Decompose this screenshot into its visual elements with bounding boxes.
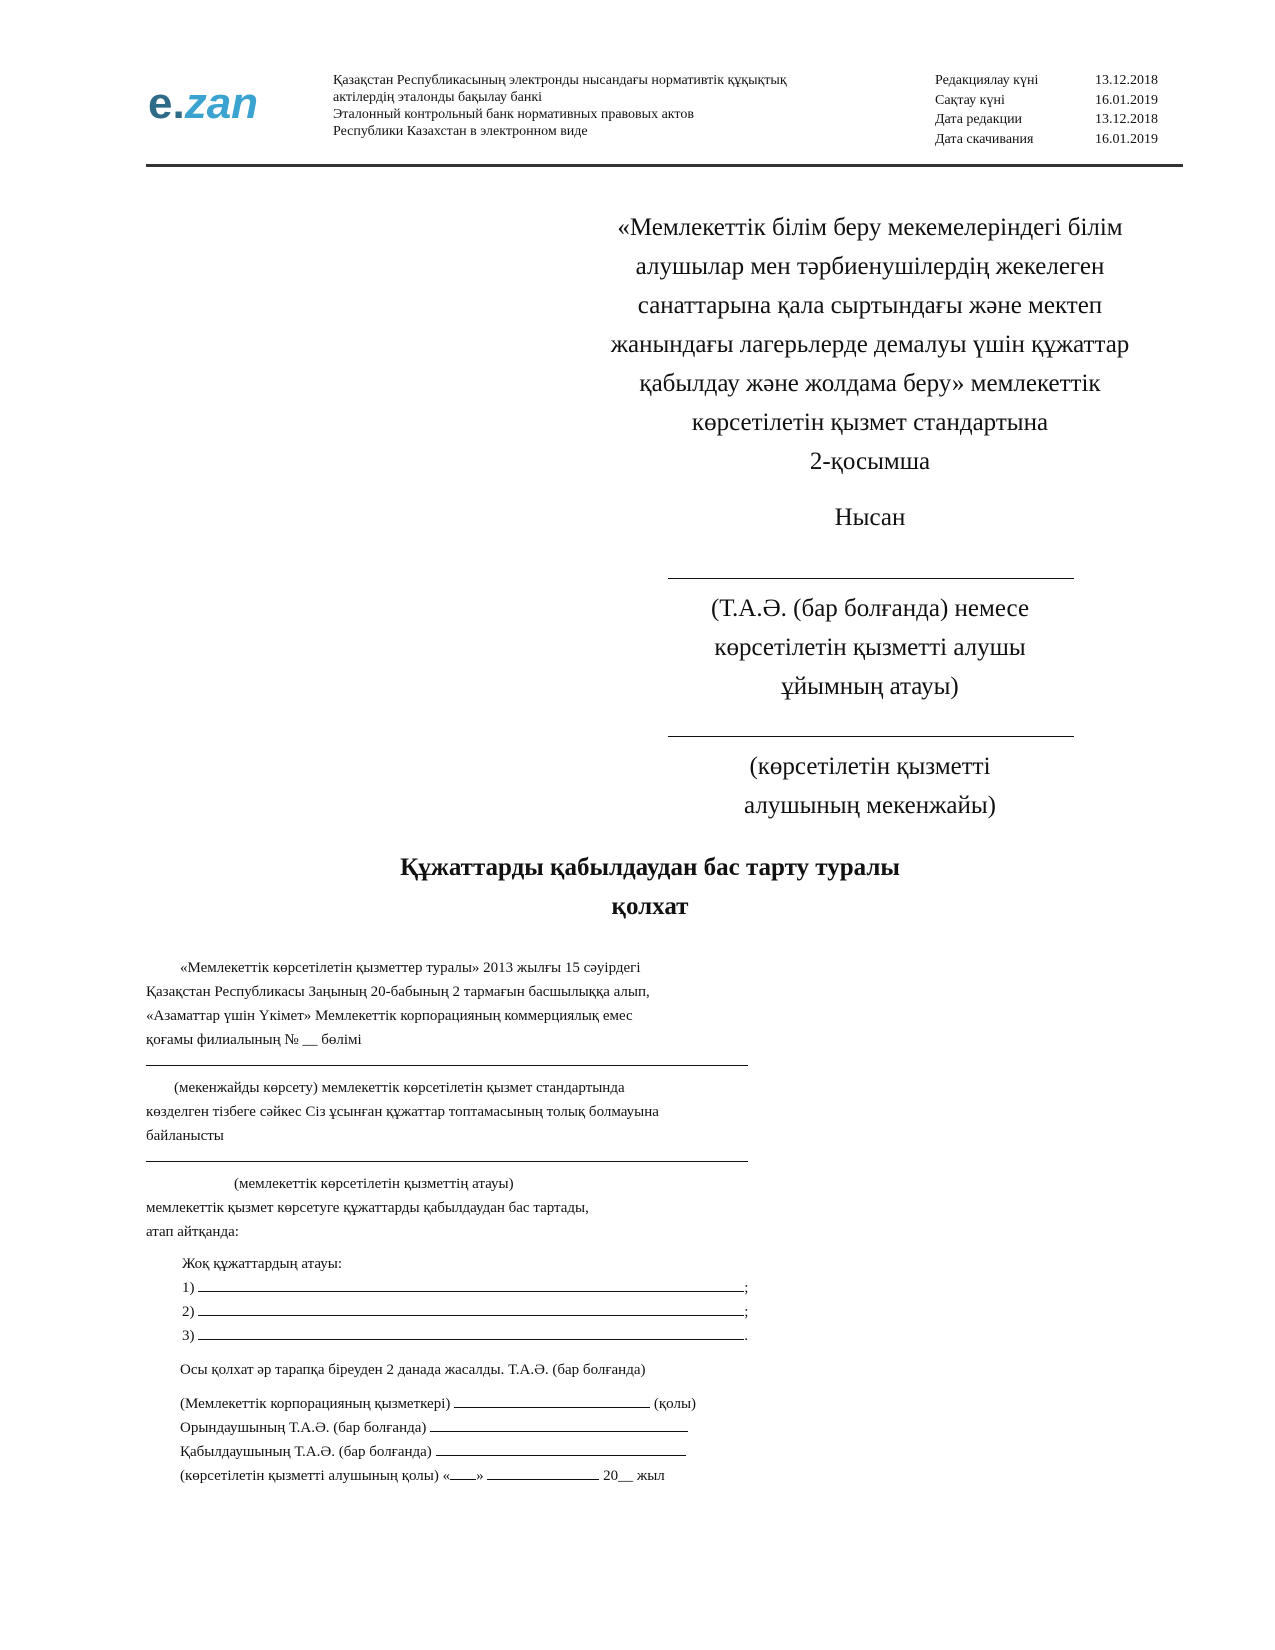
body-line: байланысты — [146, 1128, 224, 1144]
recipient-caption: (Т.А.Ә. (бар болғанда) немесе көрсетілетін қызметті алушы ұйымның атауы) — [710, 595, 1030, 700]
missing-doc-item: 1) ; — [182, 1276, 748, 1300]
body-line: (мекенжайды көрсету) мемлекеттік көрсетілетін қызмет стандартында — [174, 1080, 625, 1096]
header-meta — [935, 71, 1175, 149]
header-description — [333, 72, 893, 140]
header-line: актілердің эталонды бақылау банкі — [333, 90, 543, 105]
body-line: «Азаматтар үшін Үкімет» Мемлекеттік корпорацияның коммерциялық емес — [146, 1008, 633, 1024]
address-caption: (көрсетілетін қызметті алушының мекенжайы) — [744, 753, 996, 819]
missing-docs-label: Жоқ құжаттардың атауы: — [182, 1256, 343, 1272]
standard-reference: «Мемлекеттік білім беру мекемелеріндегі білім алушылар мен тәрбиенушілердің жекелеген санаттарына қала сыртындағы және мектеп жанындағы лагерьлерде демалуы үшін құжаттар қабылдау және жолдама беру» мемлекеттік көрсетілетін қызмет стандартына 2-қосымша — [610, 214, 1130, 475]
body-line: атап айтқанда: — [146, 1224, 239, 1240]
meta-row: Редакциялау күні 13.12.2018 — [935, 73, 1158, 88]
recipient-address-line — [668, 736, 1074, 737]
meta-row: Дата скачивания 16.01.2019 — [935, 131, 1158, 147]
document-title: Құжаттарды қабылдаудан бас тарту туралы қолхат — [400, 854, 900, 920]
meta-row: Сақтау күні 16.01.2019 — [935, 92, 1158, 108]
form-label: Нысан — [834, 504, 906, 531]
signature-row-recipient: (көрсетілетін қызметті алушының қолы) « » 20__ жыл — [180, 1464, 665, 1488]
ezan-logo: e.zan — [148, 79, 259, 128]
service-caption: (мемлекеттік көрсетілетін қызметтің атауы) — [234, 1176, 514, 1192]
signature-row-employee: (Мемлекеттік корпорацияның қызметкері) (қолы) — [180, 1392, 696, 1416]
header-divider — [146, 164, 1183, 167]
body-line: Қазақстан Республикасы Заңының 20-бабының 2 тармағын басшылыққа алып, — [146, 984, 650, 1000]
meta-row: Дата редакции 13.12.2018 — [935, 112, 1158, 127]
body-line: мемлекеттік қызмет көрсетуге құжаттарды қабылдаудан бас тартады, — [146, 1200, 589, 1216]
service-name-line — [146, 1161, 748, 1162]
missing-doc-item: 3) . — [182, 1324, 748, 1348]
body-line: көзделген тізбеге сәйкес Сіз ұсынған құжаттар топтамасының толық болмауына — [146, 1104, 659, 1120]
copies-line: Осы қолхат әр тарапқа біреуден 2 данада жасалды. Т.А.Ә. (бар болғанда) — [180, 1362, 646, 1378]
body-line: қоғамы филиалының № __ бөлімі — [146, 1032, 362, 1048]
header-line: Эталонный контрольный банк нормативных правовых актов — [333, 107, 694, 122]
signature-row-receiver: Қабылдаушының Т.А.Ә. (бар болғанда) — [180, 1440, 686, 1464]
recipient-name-line — [668, 578, 1074, 579]
department-address-line — [146, 1065, 748, 1066]
header-line: Республики Казахстан в электронном виде — [333, 124, 588, 139]
missing-doc-item: 2) ; — [182, 1300, 748, 1324]
body-line: «Мемлекеттік көрсетілетін қызметтер туралы» 2013 жылғы 15 сәуірдегі — [180, 960, 641, 976]
header-line: Қазақстан Республикасының электронды нысандағы нормативтік құқықтық — [333, 73, 787, 88]
signature-row-executor: Орындаушының Т.А.Ә. (бар болғанда) — [180, 1416, 688, 1440]
